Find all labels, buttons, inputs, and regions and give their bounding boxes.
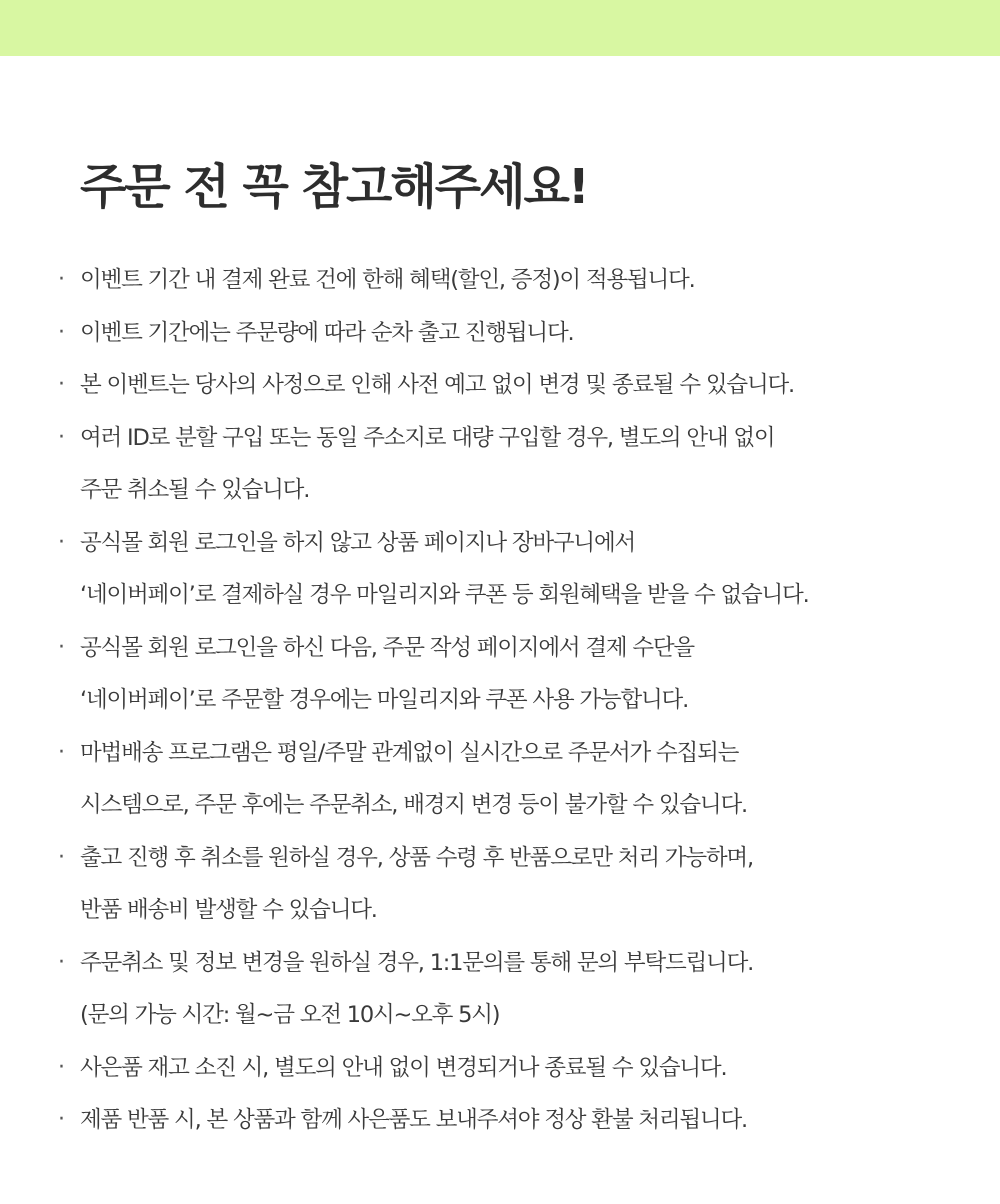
notice-text-line: 공식몰 회원 로그인을 하지 않고 상품 페이지나 장바구니에서 [80, 529, 636, 556]
bullet-dot: · [58, 319, 64, 345]
notice-text-line: 주문 취소될 수 있습니다. [80, 477, 310, 503]
page-title: 주문 전 꼭 참고해주세요! [80, 159, 588, 215]
notice-text-line: (문의 가능 시간: 월~금 오전 10시~오후 5시) [80, 1002, 500, 1028]
notice-text-line: 제품 반품 시, 본 상품과 함께 사은품도 보내주셔야 정상 환불 처리됩니다. [80, 1107, 747, 1133]
notice-text-line: 본 이벤트는 당사의 사정으로 인해 사전 예고 없이 변경 및 종료될 수 있습니다. [80, 372, 794, 398]
notice-text-line: 이벤트 기간 내 결제 완료 건에 한해 혜택(할인, 증정)이 적용됩니다. [80, 267, 695, 293]
top-accent-bar [0, 0, 1000, 56]
notice-text-line: 이벤트 기간에는 주문량에 따라 순차 출고 진행됩니다. [80, 319, 574, 346]
notice-item [0, 412, 1000, 517]
bullet-dot: · [58, 844, 64, 870]
notice-item [0, 622, 1000, 727]
notice-item [0, 1042, 1000, 1095]
notice-text-line: 사은품 재고 소진 시, 별도의 안내 없이 변경되거나 종료될 수 있습니다. [80, 1054, 727, 1081]
bullet-dot: · [58, 739, 64, 765]
notice-text-line: 주문취소 및 정보 변경을 원하실 경우, 1:1문의를 통해 문의 부탁드립니다. [80, 949, 754, 976]
notice-text-line: 반품 배송비 발생할 수 있습니다. [80, 897, 377, 923]
bullet-dot: · [58, 949, 64, 975]
notice-item [0, 307, 1000, 360]
bullet-dot: · [58, 424, 64, 450]
bullet-dot: · [58, 634, 64, 660]
notice-item [0, 517, 1000, 622]
bullet-dot: · [58, 1054, 64, 1080]
notice-text-line: 공식몰 회원 로그인을 하신 다음, 주문 작성 페이지에서 결제 수단을 [80, 634, 694, 661]
notice-item [0, 832, 1000, 937]
notice-item [0, 254, 1000, 307]
bullet-dot: · [58, 267, 64, 292]
bullet-dot: · [58, 529, 64, 555]
notice-item [0, 937, 1000, 1042]
notice-text-line: ‘네이버페이’로 주문할 경우에는 마일리지와 쿠폰 사용 가능합니다. [80, 687, 689, 713]
notice-text-line: 시스템으로, 주문 후에는 주문취소, 배경지 변경 등이 불가할 수 있습니다. [80, 792, 747, 818]
notice-list [0, 254, 1000, 1147]
notice-text-line: ‘네이버페이’로 결제하실 경우 마일리지와 쿠폰 등 회원혜택을 받을 수 없습니다. [80, 582, 809, 608]
bullet-dot: · [58, 1107, 64, 1132]
notice-item [0, 1094, 1000, 1147]
notice-item [0, 727, 1000, 832]
notice-item [0, 359, 1000, 412]
notice-text-line: 출고 진행 후 취소를 원하실 경우, 상품 수령 후 반품으로만 처리 가능하며, [80, 844, 753, 871]
bullet-dot: · [58, 372, 64, 397]
notice-text-line: 마법배송 프로그램은 평일/주말 관계없이 실시간으로 주문서가 수집되는 [80, 739, 739, 766]
notice-text-line: 여러 ID로 분할 구입 또는 동일 주소지로 대량 구입할 경우, 별도의 안내 없이 [80, 424, 775, 451]
